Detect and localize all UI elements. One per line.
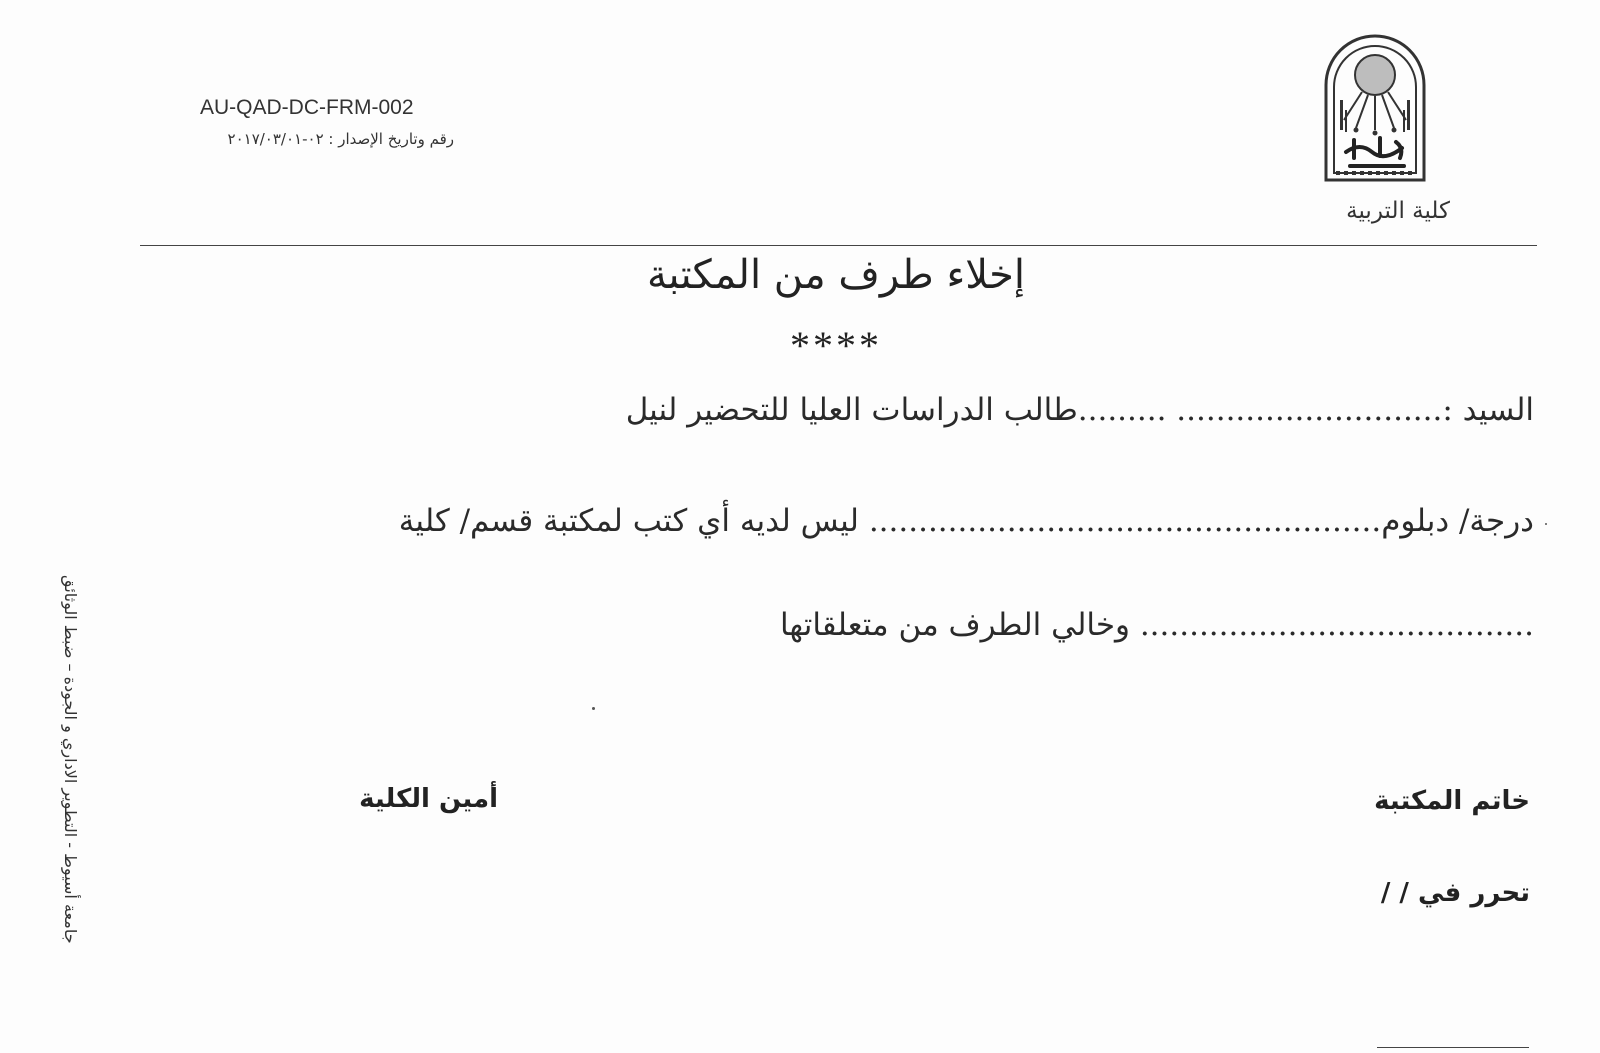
- form-title: إخلاء طرف من المكتبة: [646, 252, 1025, 298]
- document-code: AU-QAD-DC-FRM-002: [200, 96, 414, 119]
- scan-speck: [592, 707, 595, 710]
- college-secretary-label: أمين الكلية: [359, 784, 498, 814]
- student-name-line: السيد :........................... .........طالب الدراسات العليا للتحضير لنيل: [625, 392, 1534, 428]
- bottom-rule: [1377, 1047, 1529, 1048]
- issued-on-date-label: تحرر في / /: [1380, 878, 1530, 908]
- margin-footer-note: جامعة أسيوط - التطوير الاداري و الجودة – ضبط الوثائق: [61, 575, 80, 944]
- scan-speck: [1545, 523, 1547, 525]
- faculty-name: كلية التربية: [1346, 198, 1450, 224]
- library-stamp-label: خاتم المكتبة: [1374, 786, 1530, 816]
- title-stars: ****: [790, 323, 882, 368]
- degree-department-line: درجة/ دبلوم.................................................... ليس لديه أي كتب لمكتبة قسم/ كلية: [398, 503, 1534, 539]
- header-divider: [140, 245, 1537, 246]
- university-emblem-icon: [1320, 30, 1430, 185]
- issue-number-date: رقم وتاريخ الإصدار : ٠٢-٢٠١٧/٠٣/٠١: [227, 130, 454, 148]
- clearance-statement-line: ........................................ وخالي الطرف من متعلقاتها: [779, 607, 1534, 643]
